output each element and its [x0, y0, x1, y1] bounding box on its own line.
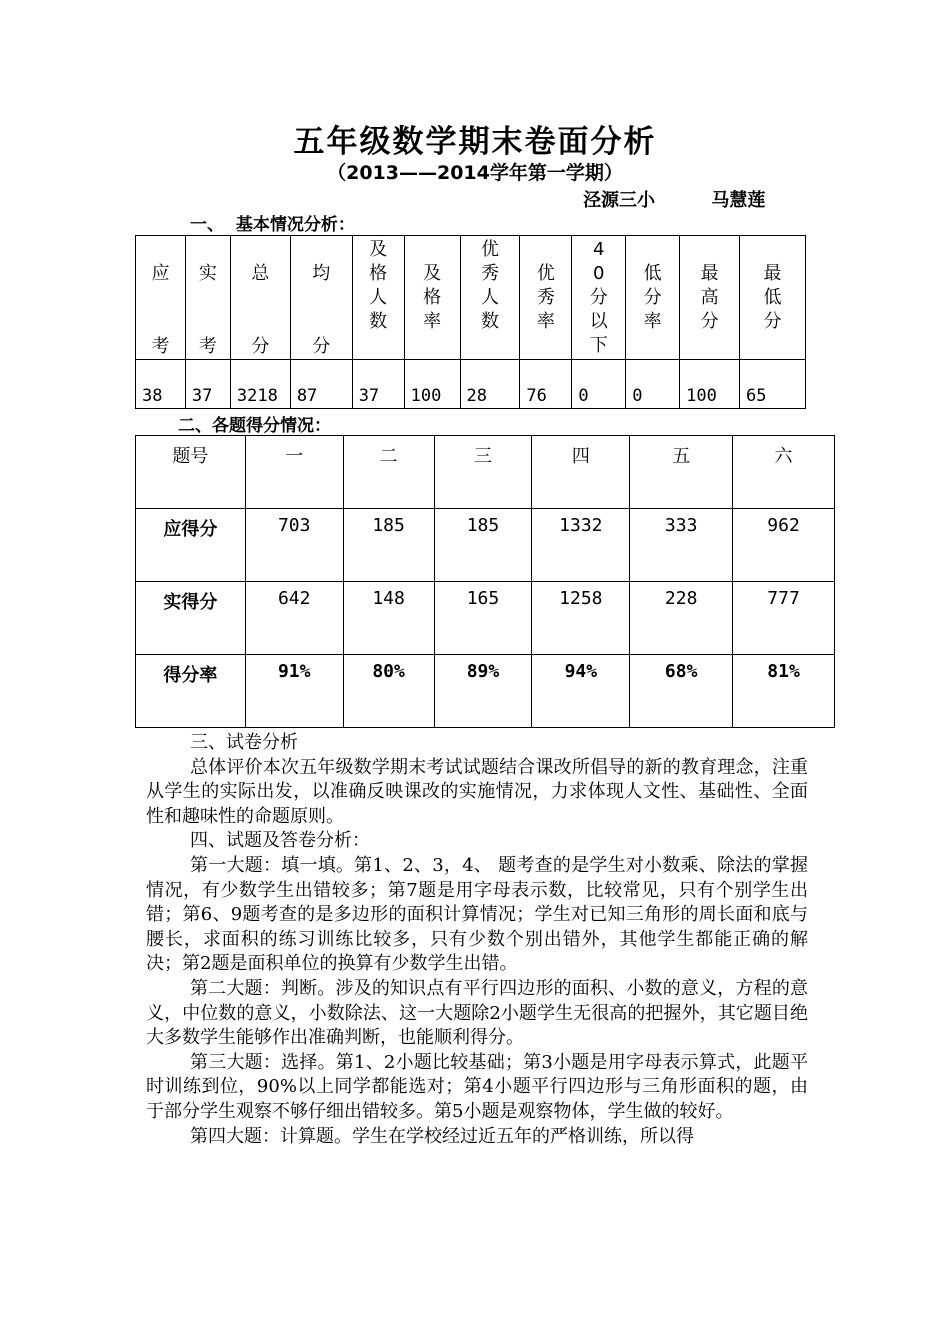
analysis-body: [146, 731, 808, 1149]
header-cell: 低分率: [626, 236, 680, 360]
value-cell: 37: [185, 360, 230, 409]
value-cell: 3218: [230, 360, 290, 409]
question-score-table: [135, 435, 835, 728]
paragraph: 第一大题：填一填。第1、2、3，4、 题考查的是学生对小数乘、除法的掌握情况，有少数学生出错较多；第7题是用字母表示数，比较常见，只有个别学生出错；第6、9题考查的是多边形的面积计算情况；学生对已知三角形的周长面和底与腰长，求面积的练习训练比较多，只有少数个别出错外，其他学生都能正确的解决；第2题是面积单位的换算有少数学生出错。: [146, 854, 808, 975]
table-cell: 81%: [733, 655, 835, 728]
table-cell: 148: [343, 582, 434, 655]
table-header-cell: 二: [343, 436, 434, 509]
header-cell: 40分以下: [572, 236, 626, 360]
value-cell: 0: [626, 360, 680, 409]
table-cell: 80%: [343, 655, 434, 728]
header-cell: 最低分: [740, 236, 806, 360]
value-cell: 87: [290, 360, 352, 409]
paragraph: 第四大题：计算题。学生在学校经过近五年的严格训练，所以得: [190, 1125, 694, 1147]
author-line: 泾源三小 马慧莲: [583, 190, 766, 211]
paragraph: 总体评价本次五年级数学期末考试试题结合课改所倡导的新的教育理念，注重从学生的实际出发，以准确反映课改的实施情况，力求体现人文性、基础性、全面性和趣味性的命题原则。: [146, 756, 808, 827]
section-2-heading: 二、各题得分情况：: [178, 416, 331, 436]
table-cell: 89%: [434, 655, 532, 728]
value-cell: 38: [136, 360, 186, 409]
table-cell: 68%: [630, 655, 733, 728]
header-cell: 优秀率: [520, 236, 572, 360]
header-cell: 最高分: [680, 236, 740, 360]
header-cell: 实 考: [185, 236, 230, 360]
table-cell: 1332: [532, 509, 630, 582]
table-cell: 1258: [532, 582, 630, 655]
header-cell: 及格人数: [352, 236, 404, 360]
table-cell: 94%: [532, 655, 630, 728]
header-cell: 及格率: [404, 236, 460, 360]
table-cell: 228: [630, 582, 733, 655]
row-header: 得分率: [136, 655, 246, 728]
header-cell: 优秀人数: [460, 236, 520, 360]
table-cell: 91%: [245, 655, 343, 728]
section-3-heading: 三、试卷分析: [190, 732, 298, 753]
row-header: 实得分: [136, 582, 246, 655]
value-cell: 37: [352, 360, 404, 409]
value-cell: 0: [572, 360, 626, 409]
value-cell: 28: [460, 360, 520, 409]
row-header: 应得分: [136, 509, 246, 582]
section-1-heading: 一、 基本情况分析：: [190, 215, 355, 235]
paragraph: 第三大题：选择。第1、2小题比较基础；第3小题是用字母表示算式，此题平时训练到位，90%以上同学都能选对；第4小题平行四边形与三角形面积的题，由于部分学生观察不够仔细出错较多。第5小题是观察物体，学生做的较好。: [146, 1051, 808, 1122]
value-cell: 65: [740, 360, 806, 409]
page-subtitle: （2013——2014学年第一学期）: [327, 162, 623, 184]
table-cell: 165: [434, 582, 532, 655]
table-cell: 703: [245, 509, 343, 582]
value-cell: 100: [680, 360, 740, 409]
table-cell: 333: [630, 509, 733, 582]
header-cell: 应 考: [136, 236, 186, 360]
table-cell: 962: [733, 509, 835, 582]
section-4-heading: 四、试题及答卷分析：: [190, 830, 370, 852]
basic-stats-table: [135, 235, 806, 409]
table-cell: 185: [343, 509, 434, 582]
header-cell: 均 分: [290, 236, 352, 360]
table-header-cell: 题号: [136, 436, 246, 509]
table-header-cell: 一: [245, 436, 343, 509]
page-title: 五年级数学期末卷面分析: [293, 124, 657, 160]
paragraph: 第二大题：判断。涉及的知识点有平行四边形的面积、小数的意义，方程的意义，中位数的意义，小数除法、这一大题除2小题学生无很高的把握外，其它题目绝大多数学生能够作出准确判断，也能顺利得分。: [146, 977, 808, 1049]
value-cell: 100: [404, 360, 460, 409]
table-header-cell: 六: [733, 436, 835, 509]
table-header-cell: 四: [532, 436, 630, 509]
header-cell: 总 分: [230, 236, 290, 360]
table-cell: 185: [434, 509, 532, 582]
table-header-cell: 五: [630, 436, 733, 509]
table-cell: 642: [245, 582, 343, 655]
value-cell: 76: [520, 360, 572, 409]
table-cell: 777: [733, 582, 835, 655]
table-header-cell: 三: [434, 436, 532, 509]
